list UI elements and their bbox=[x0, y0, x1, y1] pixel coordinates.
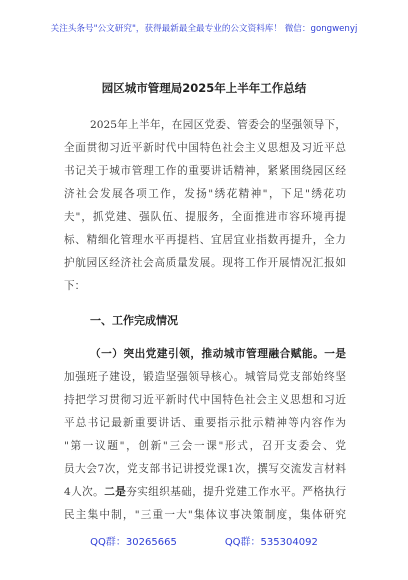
section-heading: 一、工作完成情况 bbox=[90, 314, 178, 327]
text-line: 平总书记最新重要讲话、重要指示批示精神等内容作为 bbox=[64, 417, 346, 429]
document-title: 园区城市管理局2025年上半年工作总结 bbox=[101, 81, 307, 95]
text-line: 下： bbox=[64, 280, 86, 292]
text-line: 持把学习贯彻习近平新时代中国特色社会主义思想和习近 bbox=[64, 394, 346, 406]
text-line: 全面贯彻习近平新时代中国特色社会主义思想及习近平总 bbox=[64, 142, 346, 154]
text-line: 书记关于城市管理工作的重要讲话精神，紧紧围绕园区经 bbox=[64, 165, 346, 177]
point-two-first: 夯实组织基础，提升党建工作水平。严格执行 bbox=[126, 486, 347, 498]
qq-group-1[interactable]: QQ群：30265665 bbox=[90, 537, 177, 548]
text-line-mixed bbox=[64, 485, 346, 499]
sub-heading: （一）突出党建引领，推动城市管理融合赋能。 bbox=[90, 348, 325, 360]
footer-contacts bbox=[0, 533, 408, 548]
text-line: 民主集中制，"三重一大"集体议事决策制度，集体研究 bbox=[64, 509, 346, 521]
point-one-label: 一是 bbox=[324, 348, 346, 360]
text-line: "第一议题"，创新"三会一课"形式，召开支委会、党 bbox=[64, 440, 346, 452]
sub-heading-line bbox=[90, 347, 346, 361]
header-banner: 关注头条号"公文研究"，获得最新最全最专业的公文资料库！ 微信：gongwenyj bbox=[50, 24, 358, 34]
point-one-end: 4人次。 bbox=[64, 486, 105, 498]
text-line: 济社会发展各项工作，发扬"绣花精神"，下足"绣花功 bbox=[64, 188, 346, 200]
text-line: 2025年上半年，在园区党委、管委会的坚强领导下， bbox=[90, 119, 346, 131]
point-two-label: 二是 bbox=[104, 486, 127, 498]
qq-group-2[interactable]: QQ群：535304092 bbox=[224, 537, 318, 548]
text-line: 加强班子建设，锻造坚强领导核心。城管局党支部始终坚 bbox=[64, 371, 346, 383]
text-line: 标、精细化管理水平再提档、宜居宜业指数再提升，全力 bbox=[64, 234, 346, 246]
text-line: 员大会7次，党支部书记讲授党课1次，撰写交流发言材料 bbox=[64, 463, 346, 475]
text-line: 夫"，抓党建、强队伍、提服务，全面推进市容环境再提 bbox=[64, 211, 346, 223]
text-line: 护航园区经济社会高质量发展。现将工作开展情况汇报如 bbox=[64, 257, 346, 269]
